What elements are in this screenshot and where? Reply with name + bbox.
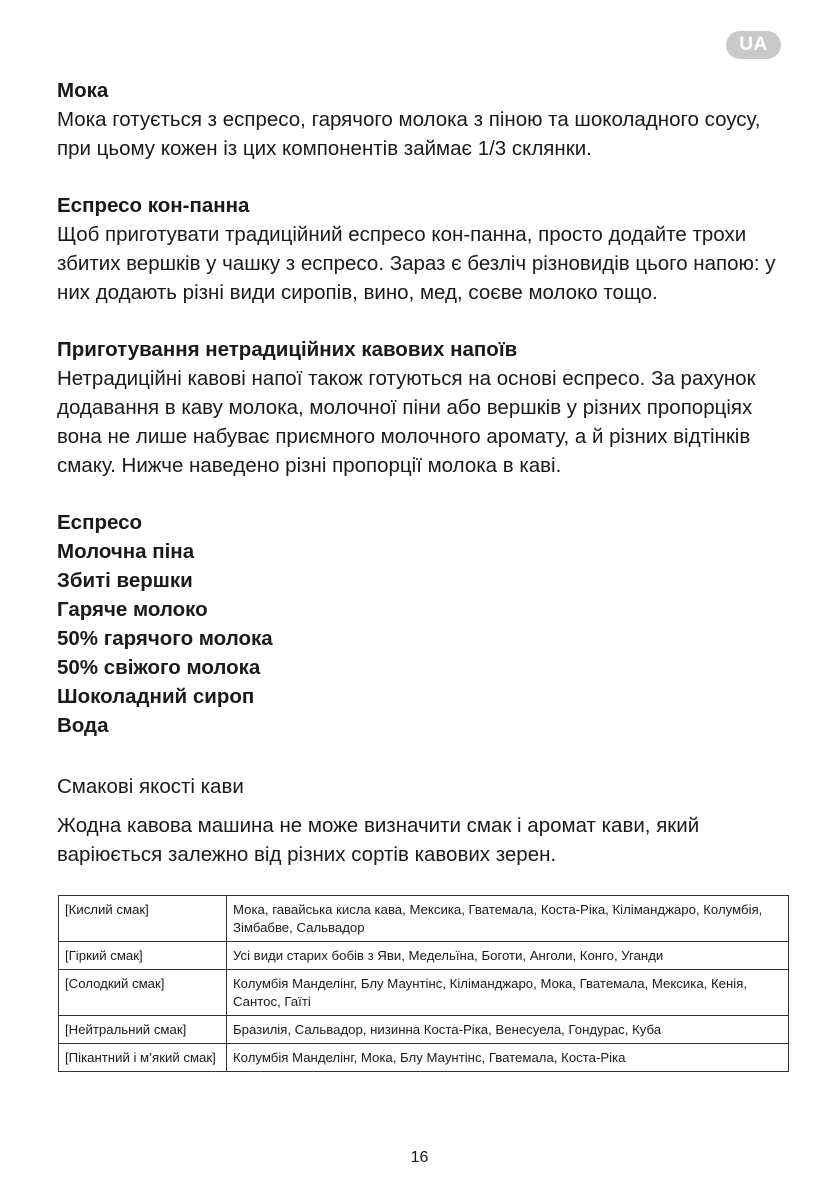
table-row (59, 970, 789, 1016)
table-row (59, 1016, 789, 1044)
taste-table (58, 895, 789, 1072)
taste-cell: [Пікантний і м’який смак] (59, 1044, 227, 1072)
origins-cell: Колумбія Манделінг, Блу Маунтінс, Кіліманджаро, Мока, Гватемала, Мексика, Кенія, Сантос, Гаїті (227, 970, 789, 1016)
section-moka (57, 76, 787, 163)
taste-cell: [Гіркий смак] (59, 942, 227, 970)
list-item: Збиті вершки (57, 569, 193, 592)
origins-cell: Мока, гавайська кисла кава, Мексика, Гватемала, Коста-Ріка, Кіліманджаро, Колумбія, Зімбабве, Сальвадор (227, 896, 789, 942)
list-item: Молочна піна (57, 540, 195, 563)
section-text: Щоб приготувати традиційний еспресо кон-панна, просто додайте трохи збитих вершків у чашку з еспресо. Зараз є безліч різновидів цього напою: у них додають різні види сиропів, вино, мед, соєве молоко тощо. (57, 223, 776, 304)
origins-cell: Колумбія Манделінг, Мока, Блу Маунтінс, Гватемала, Коста-Ріка (227, 1044, 789, 1072)
origins-cell: Бразилія, Сальвадор, низинна Коста-Ріка, Венесуела, Гондурас, Куба (227, 1016, 789, 1044)
list-item: Вода (57, 714, 109, 737)
ingredients-list (57, 508, 787, 740)
list-item: Шоколадний сироп (57, 685, 255, 708)
table-row (59, 896, 789, 942)
section-title: Еспресо кон-панна (57, 194, 250, 217)
section-taste (57, 772, 787, 869)
section-espresso-con-panna (57, 191, 787, 307)
section-title: Смакові якості кави (57, 775, 244, 798)
page-number: 16 (410, 1149, 429, 1166)
taste-cell: [Нейтральний смак] (59, 1016, 227, 1044)
taste-cell: [Солодкий смак] (59, 970, 227, 1016)
list-item: Гаряче молоко (57, 598, 208, 621)
list-item: Еспресо (57, 511, 143, 534)
list-item: 50% свіжого молока (57, 656, 261, 679)
table-row (59, 942, 789, 970)
section-title: Приготування нетрадиційних кавових напоїв (57, 338, 518, 361)
section-text: Нетрадиційні кавові напої також готуються на основі еспресо. За рахунок додавання в каву молока, молочної піни або вершків у різних пропорціях вона не лише набуває приємного молочного аромату, а й різних відтінків смаку. Нижче наведено різні пропорції молока в каві. (57, 367, 756, 477)
language-badge: UA (726, 31, 781, 59)
table-row (59, 1044, 789, 1072)
section-title: Мока (57, 79, 109, 102)
list-item: 50% гарячого молока (57, 627, 273, 650)
section-nontraditional-drinks (57, 335, 787, 480)
taste-cell: [Кислий смак] (59, 896, 227, 942)
section-text: Мока готується з еспресо, гарячого молока з піною та шоколадного соусу, при цьому кожен із цих компонентів займає 1/3 склянки. (57, 108, 761, 160)
origins-cell: Усі види старих бобів з Яви, Медельїна, Боготи, Анголи, Конго, Уганди (227, 942, 789, 970)
section-text: Жодна кавова машина не може визначити смак і аромат кави, який варіюється залежно від різних сортів кавових зерен. (57, 814, 700, 866)
page-content (57, 76, 787, 869)
